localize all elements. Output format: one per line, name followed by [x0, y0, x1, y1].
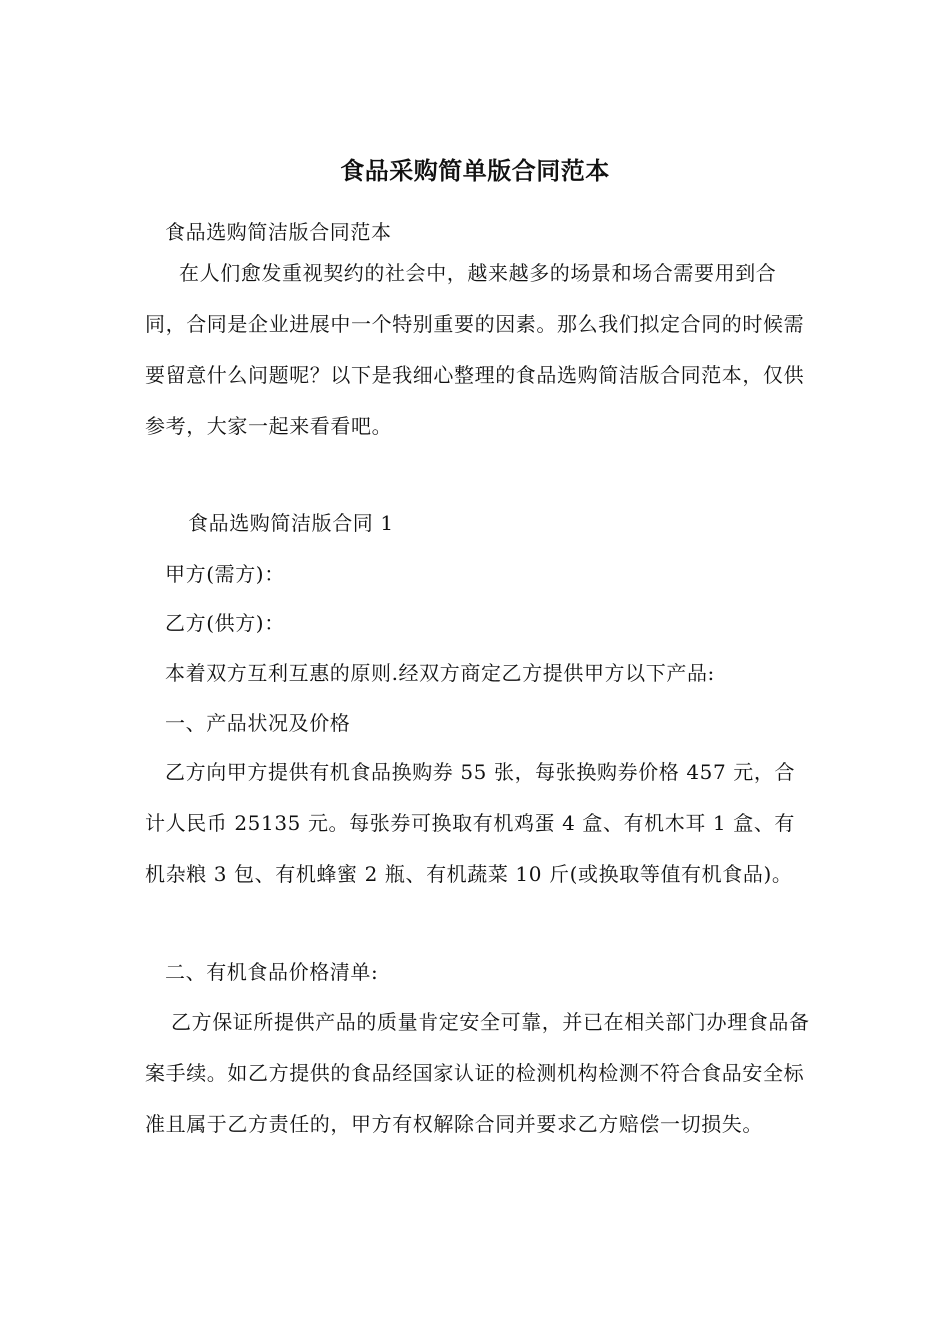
principle-line: 本着双方互利互惠的原则.经双方商定乙方提供甲方以下产品: [165, 661, 715, 685]
section1-heading: 一、产品状况及价格 [165, 711, 351, 735]
document-subtitle: 食品选购简洁版合同范本 [165, 220, 392, 244]
contract-heading: 食品选购简洁版合同 1 [188, 511, 394, 535]
document-title: 食品采购简单版合同范本 [340, 157, 610, 185]
section2-heading: 二、有机食品价格清单: [165, 960, 379, 984]
party-b-line: 乙方(供方)： [165, 611, 285, 635]
section2-body: 乙方保证所提供产品的质量肯定安全可靠，并已在相关部门办理食品备案手续。如乙方提供的食品经国家认证的检测机构检测不符合食品安全标准且属于乙方责任的，甲方有权解除合同并要求乙方赔偿一切损失。 [145, 1010, 810, 1136]
intro-paragraph: 在人们愈发重视契约的社会中，越来越多的场景和场合需要用到合同，合同是企业进展中一个特别重要的因素。那么我们拟定合同的时候需要留意什么问题呢？以下是我细心整理的食品选购简洁版合同范本，仅供参考，大家一起来看看吧。 [145, 261, 805, 438]
section1-body: 乙方向甲方提供有机食品换购券 55 张，每张换购券价格 457 元，合计人民币 25135 元。每张券可换取有机鸡蛋 4 盒、有机木耳 1 盒、有机杂粮 3 包、有机蜂蜜 2 瓶、有机蔬菜 10 斤(或换取等值有机食品)。 [145, 760, 796, 886]
party-a-line: 甲方(需方)： [165, 562, 285, 586]
